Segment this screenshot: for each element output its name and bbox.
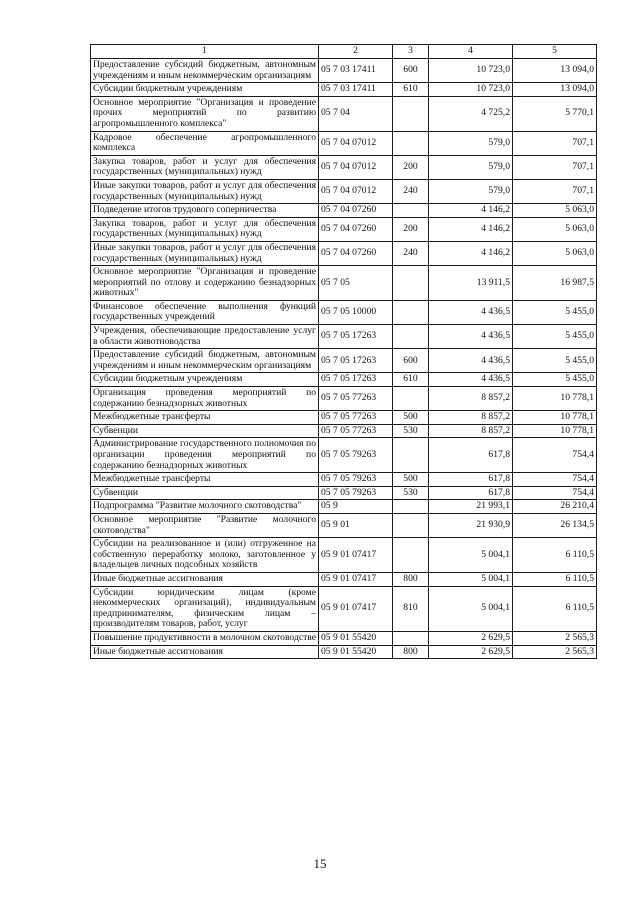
cell-expense-type: 500 bbox=[393, 473, 429, 487]
cell-amount-1: 13 911,5 bbox=[429, 266, 513, 301]
cell-code: 05 9 01 55420 bbox=[319, 645, 393, 659]
cell-amount-2: 5 063,0 bbox=[513, 204, 597, 218]
cell-name: Иные бюджетные ассигнования bbox=[91, 572, 319, 586]
cell-expense-type: 240 bbox=[393, 241, 429, 265]
table-row bbox=[91, 241, 597, 265]
cell-expense-type bbox=[393, 631, 429, 645]
cell-expense-type bbox=[393, 438, 429, 473]
cell-expense-type: 600 bbox=[393, 349, 429, 373]
cell-amount-1: 2 629,5 bbox=[429, 631, 513, 645]
cell-amount-1: 4 146,2 bbox=[429, 204, 513, 218]
cell-expense-type bbox=[393, 300, 429, 324]
cell-amount-2: 5 455,0 bbox=[513, 300, 597, 324]
cell-code: 05 9 01 07417 bbox=[319, 572, 393, 586]
cell-code: 05 7 05 77263 bbox=[319, 424, 393, 438]
cell-name: Организация проведения мероприятий по содержанию безнадзорных животных bbox=[91, 387, 319, 411]
table-row bbox=[91, 179, 597, 203]
cell-amount-2: 13 094,0 bbox=[513, 59, 597, 83]
cell-amount-1: 2 629,5 bbox=[429, 645, 513, 659]
column-header-code: 2 bbox=[319, 45, 393, 59]
cell-amount-2: 26 210,4 bbox=[513, 500, 597, 514]
cell-expense-type: 610 bbox=[393, 83, 429, 97]
table-row bbox=[91, 645, 597, 659]
cell-name: Подведение итогов трудового соперничества bbox=[91, 204, 319, 218]
cell-expense-type: 800 bbox=[393, 572, 429, 586]
table-row bbox=[91, 486, 597, 500]
cell-code: 05 9 01 bbox=[319, 513, 393, 537]
cell-code: 05 9 01 07417 bbox=[319, 586, 393, 631]
cell-expense-type: 530 bbox=[393, 486, 429, 500]
cell-amount-1: 10 723,0 bbox=[429, 59, 513, 83]
cell-expense-type bbox=[393, 266, 429, 301]
cell-code: 05 7 05 79263 bbox=[319, 473, 393, 487]
cell-code: 05 7 05 17263 bbox=[319, 373, 393, 387]
cell-expense-type: 200 bbox=[393, 217, 429, 241]
cell-name: Подпрограмма "Развитие молочного скотоводства" bbox=[91, 500, 319, 514]
cell-code: 05 7 05 79263 bbox=[319, 486, 393, 500]
cell-amount-2: 707,1 bbox=[513, 179, 597, 203]
cell-name: Учреждения, обеспечивающие предоставление услуг в области животноводства bbox=[91, 325, 319, 349]
cell-amount-1: 4 146,2 bbox=[429, 241, 513, 265]
cell-code: 05 7 05 79263 bbox=[319, 438, 393, 473]
cell-code: 05 7 04 07012 bbox=[319, 155, 393, 179]
cell-amount-2: 6 110,5 bbox=[513, 586, 597, 631]
cell-name: Кадровое обеспечение агропромышленного комплекса bbox=[91, 131, 319, 155]
cell-amount-1: 8 857,2 bbox=[429, 424, 513, 438]
cell-amount-1: 4 436,5 bbox=[429, 300, 513, 324]
cell-expense-type bbox=[393, 131, 429, 155]
cell-amount-1: 21 930,9 bbox=[429, 513, 513, 537]
cell-amount-1: 617,8 bbox=[429, 438, 513, 473]
table-row bbox=[91, 424, 597, 438]
cell-amount-1: 5 004,1 bbox=[429, 586, 513, 631]
column-header-amount-2: 5 bbox=[513, 45, 597, 59]
cell-code: 05 7 03 17411 bbox=[319, 83, 393, 97]
cell-amount-2: 6 110,5 bbox=[513, 538, 597, 573]
column-header-expense-type: 3 bbox=[393, 45, 429, 59]
cell-amount-1: 4 436,5 bbox=[429, 373, 513, 387]
table-row bbox=[91, 204, 597, 218]
cell-code: 05 7 05 17263 bbox=[319, 349, 393, 373]
cell-amount-1: 579,0 bbox=[429, 179, 513, 203]
table-header-row bbox=[91, 45, 597, 59]
column-header-amount-1: 4 bbox=[429, 45, 513, 59]
cell-amount-1: 5 004,1 bbox=[429, 538, 513, 573]
cell-amount-1: 10 723,0 bbox=[429, 83, 513, 97]
cell-expense-type: 800 bbox=[393, 645, 429, 659]
cell-name: Субвенции bbox=[91, 424, 319, 438]
cell-code: 05 9 01 55420 bbox=[319, 631, 393, 645]
cell-amount-2: 10 778,1 bbox=[513, 411, 597, 425]
cell-code: 05 7 04 07260 bbox=[319, 241, 393, 265]
cell-amount-1: 8 857,2 bbox=[429, 387, 513, 411]
cell-name: Иные бюджетные ассигнования bbox=[91, 645, 319, 659]
cell-name: Закупка товаров, работ и услуг для обеспечения государственных (муниципальных) нужд bbox=[91, 155, 319, 179]
cell-expense-type bbox=[393, 387, 429, 411]
cell-code: 05 9 bbox=[319, 500, 393, 514]
cell-amount-2: 707,1 bbox=[513, 155, 597, 179]
cell-name: Субсидии на реализованное и (или) отгруженное на собственную переработку молоко, заготовленное у владельцев личных подсобных хозяйств bbox=[91, 538, 319, 573]
column-header-name: 1 bbox=[91, 45, 319, 59]
cell-amount-2: 754,4 bbox=[513, 473, 597, 487]
cell-amount-2: 2 565,3 bbox=[513, 645, 597, 659]
cell-amount-2: 13 094,0 bbox=[513, 83, 597, 97]
cell-name: Основное мероприятие "Развитие молочного скотоводства" bbox=[91, 513, 319, 537]
cell-name: Администрирование государственного полномочия по организации проведения мероприятий по содержанию безнадзорных животных bbox=[91, 438, 319, 473]
table-row bbox=[91, 96, 597, 131]
cell-code: 05 7 05 77263 bbox=[319, 387, 393, 411]
cell-amount-2: 26 134,5 bbox=[513, 513, 597, 537]
cell-amount-2: 5 455,0 bbox=[513, 349, 597, 373]
cell-expense-type: 610 bbox=[393, 373, 429, 387]
cell-amount-1: 21 993,1 bbox=[429, 500, 513, 514]
table-row bbox=[91, 59, 597, 83]
cell-name: Межбюджетные трансферты bbox=[91, 411, 319, 425]
table-body bbox=[91, 59, 597, 659]
cell-expense-type: 810 bbox=[393, 586, 429, 631]
cell-name: Основное мероприятие "Организация и проведение мероприятий по отлову и содержанию безнадзорных животных" bbox=[91, 266, 319, 301]
table-row bbox=[91, 131, 597, 155]
cell-amount-2: 5 455,0 bbox=[513, 373, 597, 387]
table-row bbox=[91, 572, 597, 586]
cell-name: Иные закупки товаров, работ и услуг для обеспечения государственных (муниципальных) нужд bbox=[91, 241, 319, 265]
cell-expense-type bbox=[393, 538, 429, 573]
cell-code: 05 7 04 07260 bbox=[319, 217, 393, 241]
cell-code: 05 7 03 17411 bbox=[319, 59, 393, 83]
cell-amount-1: 8 857,2 bbox=[429, 411, 513, 425]
table-row bbox=[91, 266, 597, 301]
cell-name: Субсидии бюджетным учреждениям bbox=[91, 373, 319, 387]
cell-expense-type: 600 bbox=[393, 59, 429, 83]
cell-name: Субсидии юридическим лицам (кроме некоммерческих организаций), индивидуальным предпринимателям, физическим лицам – производителям товаров, работ, услуг bbox=[91, 586, 319, 631]
table-row bbox=[91, 83, 597, 97]
cell-name: Субвенции bbox=[91, 486, 319, 500]
table-row bbox=[91, 155, 597, 179]
cell-name: Субсидии бюджетным учреждениям bbox=[91, 83, 319, 97]
cell-name: Финансовое обеспечение выполнения функций государственных учреждений bbox=[91, 300, 319, 324]
table-row bbox=[91, 513, 597, 537]
table-row bbox=[91, 300, 597, 324]
cell-amount-2: 6 110,5 bbox=[513, 572, 597, 586]
table-row bbox=[91, 373, 597, 387]
table-row bbox=[91, 349, 597, 373]
cell-expense-type bbox=[393, 204, 429, 218]
cell-amount-2: 5 455,0 bbox=[513, 325, 597, 349]
cell-expense-type bbox=[393, 513, 429, 537]
table-row bbox=[91, 586, 597, 631]
cell-amount-1: 579,0 bbox=[429, 131, 513, 155]
cell-expense-type bbox=[393, 96, 429, 131]
cell-amount-2: 16 987,5 bbox=[513, 266, 597, 301]
cell-code: 05 9 01 07417 bbox=[319, 538, 393, 573]
cell-code: 05 7 04 07260 bbox=[319, 204, 393, 218]
cell-amount-2: 754,4 bbox=[513, 486, 597, 500]
table-row bbox=[91, 387, 597, 411]
cell-amount-2: 5 770,1 bbox=[513, 96, 597, 131]
cell-amount-1: 617,8 bbox=[429, 486, 513, 500]
cell-amount-2: 2 565,3 bbox=[513, 631, 597, 645]
cell-expense-type: 240 bbox=[393, 179, 429, 203]
cell-name: Повышение продуктивности в молочном скотоводстве bbox=[91, 631, 319, 645]
cell-code: 05 7 04 07012 bbox=[319, 179, 393, 203]
table-row bbox=[91, 538, 597, 573]
cell-name: Предоставление субсидий бюджетным, автономным учреждениям и иным некоммерческим организациям bbox=[91, 59, 319, 83]
table-row bbox=[91, 438, 597, 473]
cell-name: Иные закупки товаров, работ и услуг для обеспечения государственных (муниципальных) нужд bbox=[91, 179, 319, 203]
cell-amount-2: 5 063,0 bbox=[513, 217, 597, 241]
table-row bbox=[91, 631, 597, 645]
cell-amount-1: 5 004,1 bbox=[429, 572, 513, 586]
cell-amount-1: 579,0 bbox=[429, 155, 513, 179]
cell-code: 05 7 05 bbox=[319, 266, 393, 301]
table-row bbox=[91, 473, 597, 487]
cell-amount-2: 754,4 bbox=[513, 438, 597, 473]
cell-name: Закупка товаров, работ и услуг для обеспечения государственных (муниципальных) нужд bbox=[91, 217, 319, 241]
cell-amount-2: 707,1 bbox=[513, 131, 597, 155]
table-row bbox=[91, 325, 597, 349]
cell-name: Межбюджетные трансферты bbox=[91, 473, 319, 487]
cell-amount-1: 4 146,2 bbox=[429, 217, 513, 241]
cell-amount-1: 4 436,5 bbox=[429, 349, 513, 373]
cell-amount-1: 4 725,2 bbox=[429, 96, 513, 131]
budget-table bbox=[90, 44, 597, 659]
cell-code: 05 7 04 07012 bbox=[319, 131, 393, 155]
table-row bbox=[91, 411, 597, 425]
table-row bbox=[91, 217, 597, 241]
cell-code: 05 7 04 bbox=[319, 96, 393, 131]
cell-expense-type: 530 bbox=[393, 424, 429, 438]
cell-expense-type: 500 bbox=[393, 411, 429, 425]
cell-amount-1: 617,8 bbox=[429, 473, 513, 487]
cell-expense-type: 200 bbox=[393, 155, 429, 179]
cell-expense-type bbox=[393, 500, 429, 514]
cell-expense-type bbox=[393, 325, 429, 349]
cell-name: Основное мероприятие "Организация и проведение прочих мероприятий по развитию агропромышленного комплекса" bbox=[91, 96, 319, 131]
cell-code: 05 7 05 77263 bbox=[319, 411, 393, 425]
table-row bbox=[91, 500, 597, 514]
cell-amount-2: 10 778,1 bbox=[513, 424, 597, 438]
cell-code: 05 7 05 17263 bbox=[319, 325, 393, 349]
page-number: 15 bbox=[313, 856, 327, 871]
cell-name: Предоставление субсидий бюджетным, автономным учреждениям и иным некоммерческим организациям bbox=[91, 349, 319, 373]
cell-code: 05 7 05 10000 bbox=[319, 300, 393, 324]
cell-amount-2: 10 778,1 bbox=[513, 387, 597, 411]
cell-amount-1: 4 436,5 bbox=[429, 325, 513, 349]
cell-amount-2: 5 063,0 bbox=[513, 241, 597, 265]
